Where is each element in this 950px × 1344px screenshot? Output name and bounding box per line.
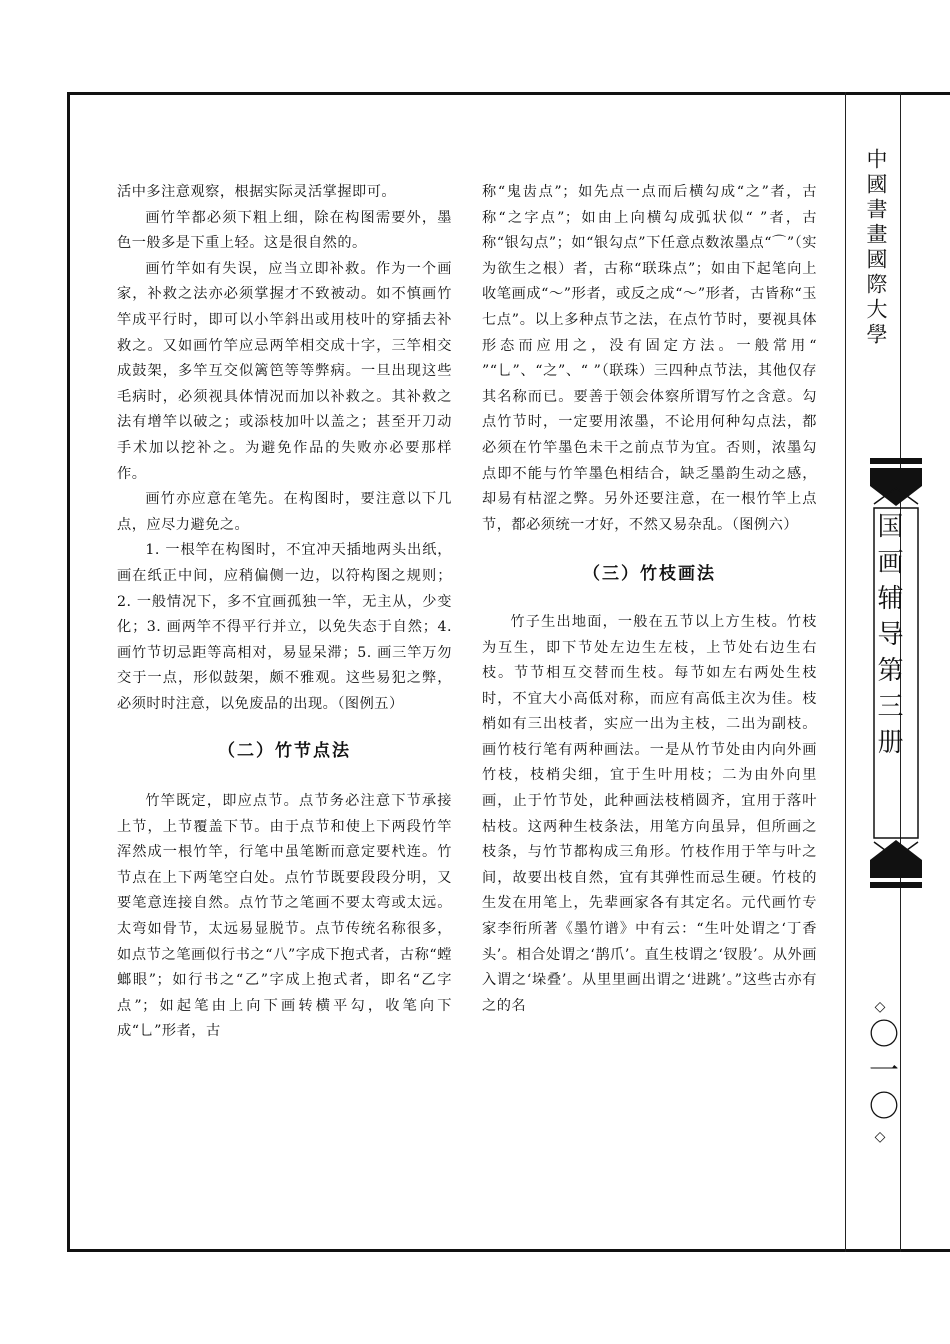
left-paragraph-1: 活中多注意观察，根据实际灵活掌握即可。 <box>117 184 397 200</box>
diamond-icon: ◇ <box>874 1129 886 1145</box>
right-column <box>482 180 817 1019</box>
sidebar-rule-left <box>845 92 846 1252</box>
section-heading-3: （三）竹枝画法 <box>583 564 716 585</box>
left-paragraph-3: 画竹竿如有失误，应当立即补救。作为一个画家，补救之法亦必须掌握才不致被动。如不慎画竹竿成平行时，即可以小竿斜出或用枝叶的穿插去补救之。又如画竹竿应忌两竿相交成十字，三竿相交成鼓架，多竿互交似篱笆等等弊病。一旦出现这些毛病时，必须视具体情况而加以补救之。其补救之法有增竿以破之；或添枝加叶以盖之；甚至开刀动手术加以挖补之。为避免作品的失败亦必要那样作。 <box>117 260 452 482</box>
right-paragraph-1: 称“鬼齿点”；如先点一点而后横勾成“之”者，古称“之字点”；如由上向横勾成弧状似“ ”者，古称“银勾点”；如“银勾点”下任意点数浓墨点“⌒”（实为欲生之根）者，古称“联珠点”；如由下起笔向上收笔画成“～”形者，或反之成“～”形者，古皆称“玉七点”。以上多种点节之法，在点竹节时，要视具体形态而应用之，没有固定方法。一般常用“ ”“乚”、“之”、“ ”（联珠）三四种点节法，其他仅存其名称而已。要善于领会体察所谓写竹之含意。勾点竹节时，一定要用浓墨，不论用何种勾点法，都必须在竹竿墨色未干之前点节为宜。否则，浓墨勾点即不能与竹竿墨色相结合，缺乏墨韵生动之感，却易有枯涩之弊。另外还要注意，在一根竹竿上点节，都必须统一才好，不然又易杂乱。（图例六） <box>482 184 817 533</box>
left-paragraph-6: 竹竿既定，即应点节。点节务必注意下节承接上节，上节覆盖下节。由于点节和使上下两段竹竿浑然成一根竹竿，行笔中虽笔断而意定要杙连。竹节点在上下两笔空白处。点竹节既要段段分明，又要笔意连接自然。点竹节之笔画不要太弯或太远。太弯如骨节，太远易显脱节。点节传统名称很多，如点节之笔画似行书之“八”字成下抱式者，古称“螳螂眼”；如行书之“乙”字成上抱式者，即名“乙字点”；如起笔由上向下画转横平勾，收笔向下成“乚”形者，古 <box>117 793 452 1040</box>
left-paragraph-2: 画竹竿都必须下粗上细，除在构图需要外，墨色一般多是下重上轻。这是很自然的。 <box>117 209 452 252</box>
left-column <box>117 180 452 1045</box>
page-number-block <box>860 996 900 1148</box>
left-paragraph-5: 1. 一根竿在构图时，不宜冲天插地两头出纸，画在纸正中间，应稍偏侧一边，以符构图之规则；2. 一般情况下，多不宜画孤独一竿，无主从，少变化；3. 画两竿不得平行并立，以免失态于自然；4. 画竹节切忌距等高相对，易显呆滞；5. 画三竿万勿交于一点，形似鼓架，颇不雅观。这些易犯之弊，必须时时注意，以免废品的出现。（图例五） <box>117 542 452 712</box>
book-title: 国画辅导第三册 <box>873 512 903 764</box>
right-paragraph-2: 竹子生出地面，一般在五节以上方生枝。竹枝为互生，即下节处左边生左枝，上节处右边生右枝。节节相互交替而生枝。每节如左右两处生枝时，不宜大小高低对称，而应有高低主次为佳。枝梢如有三出枝者，实应一出为主枝，二出为副枝。画竹枝行笔有两种画法。一是从竹节处由内向外画竹枝，枝梢尖细，宜于生叶用枝；二为由外向里画，止于竹节处，此种画法枝梢圆齐，宜用于落叶枯枝。这两种生枝条法，用笔方向虽异，但所画之枝条，与竹节都构成三角形。竹枝作用于竿与叶之间，故要出枝自然，宜有其弹性而忌生硬。竹枝的生发在用笔上，先辈画家各有其定名。元代画竹专家李衎所著《墨竹谱》中有云：“生叶处谓之‘丁香头’。相合处谓之‘鹊爪’。直生枝谓之‘钗股’。从外画入谓之‘垛叠’。从里里画出谓之‘进跳’。”这些古亦有之的名 <box>482 613 817 1014</box>
page-number: 〇一〇 <box>863 1018 898 1126</box>
university-name: 中國書畫國際大學 <box>864 148 888 348</box>
diamond-icon: ◇ <box>874 999 886 1015</box>
left-paragraph-4: 画竹亦应意在笔先。在构图时，要注意以下几点，应尽力避免之。 <box>117 491 452 533</box>
section-heading-2: （二）竹节点法 <box>218 741 351 762</box>
